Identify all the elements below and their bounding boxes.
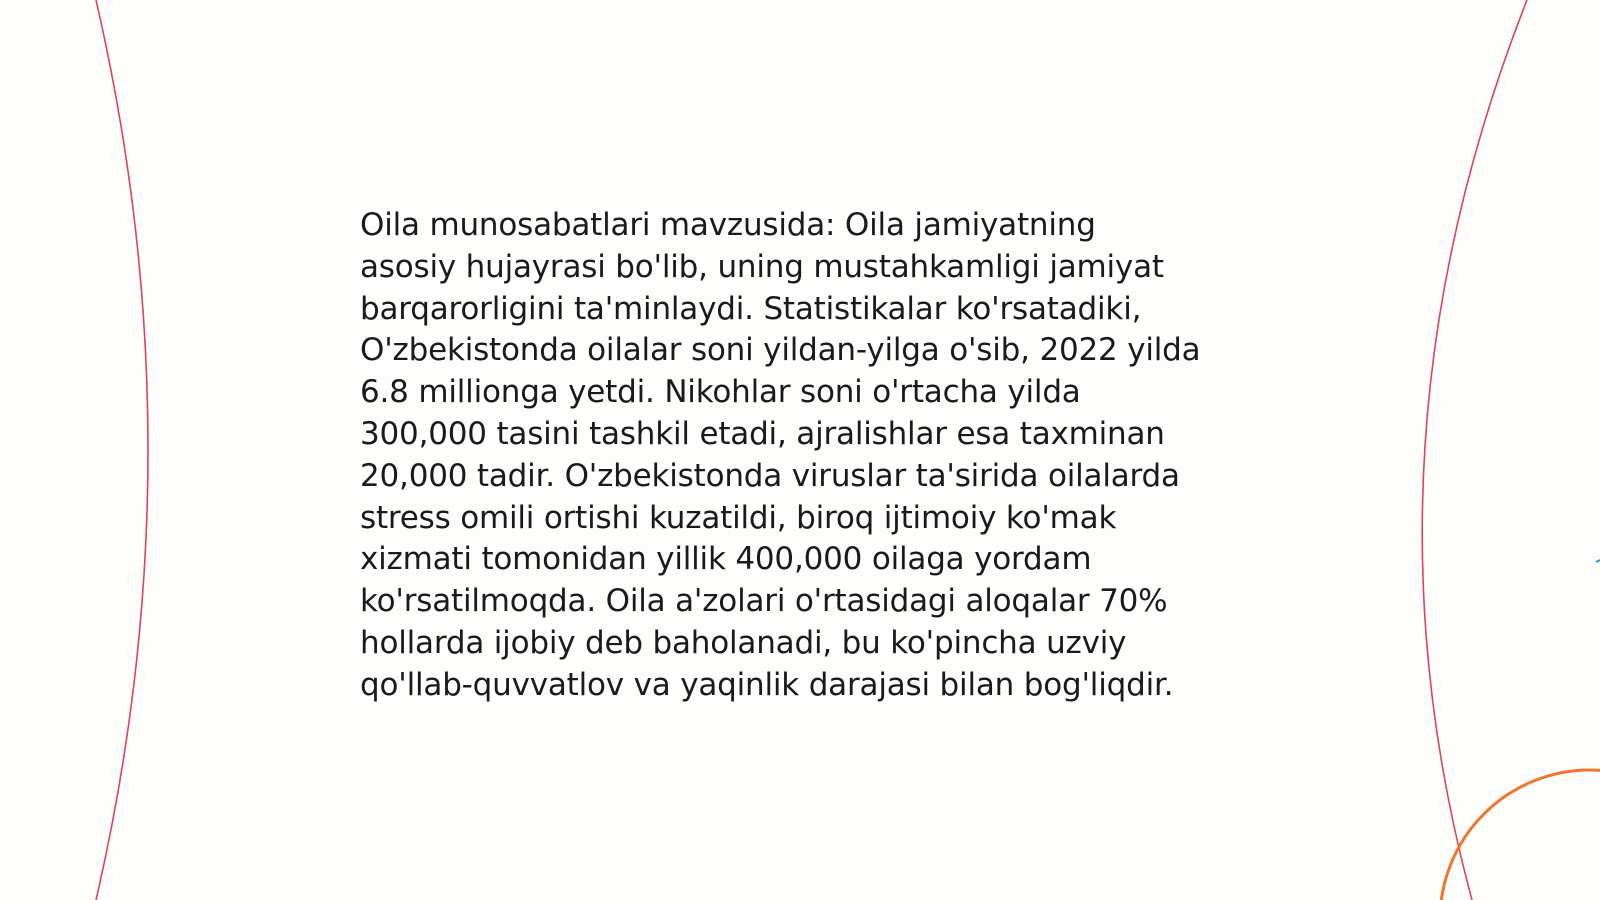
text-line: 6.8 millionga yetdi. Nikohlar soni o'rtacha yilda	[360, 374, 1081, 411]
right-decorative-arc	[1422, 0, 1527, 900]
text-line: ko'rsatilmoqda. Oila a'zolari o'rtasidagi aloqalar 70%	[360, 583, 1168, 620]
text-line: 20,000 tadir. O'zbekistonda viruslar ta'sirida oilalarda	[360, 457, 1180, 494]
text-line: Oila munosabatlari mavzusida: Oila jamiyatning	[360, 207, 1096, 243]
text-line: O'zbekistonda oilalar soni yildan-yilga o'sib, 2022 yilda	[360, 332, 1201, 369]
right-edge-blue-mark	[1596, 560, 1600, 562]
text-line: 300,000 tasini tashkil etadi, ajralishlar esa taxminan	[360, 415, 1165, 452]
left-decorative-arc	[96, 0, 148, 900]
corner-orange-circle	[1440, 770, 1600, 900]
text-line: xizmati tomonidan yillik 400,000 oilaga yordam	[360, 541, 1092, 578]
text-line: asosiy hujayrasi bo'lib, uning mustahkamligi jamiyat	[360, 248, 1164, 285]
text-line: qo'llab-quvvatlov va yaqinlik darajasi bilan bog'liqdir.	[360, 666, 1174, 703]
text-line: stress omili ortishi kuzatildi, biroq ijtimoiy ko'mak	[360, 499, 1117, 536]
body-paragraph	[360, 205, 1260, 707]
text-line: hollarda ijobiy deb baholanadi, bu ko'pincha uzviy	[360, 624, 1127, 661]
text-line: barqarorligini ta'minlaydi. Statistikalar ko'rsatadiki,	[360, 290, 1142, 327]
